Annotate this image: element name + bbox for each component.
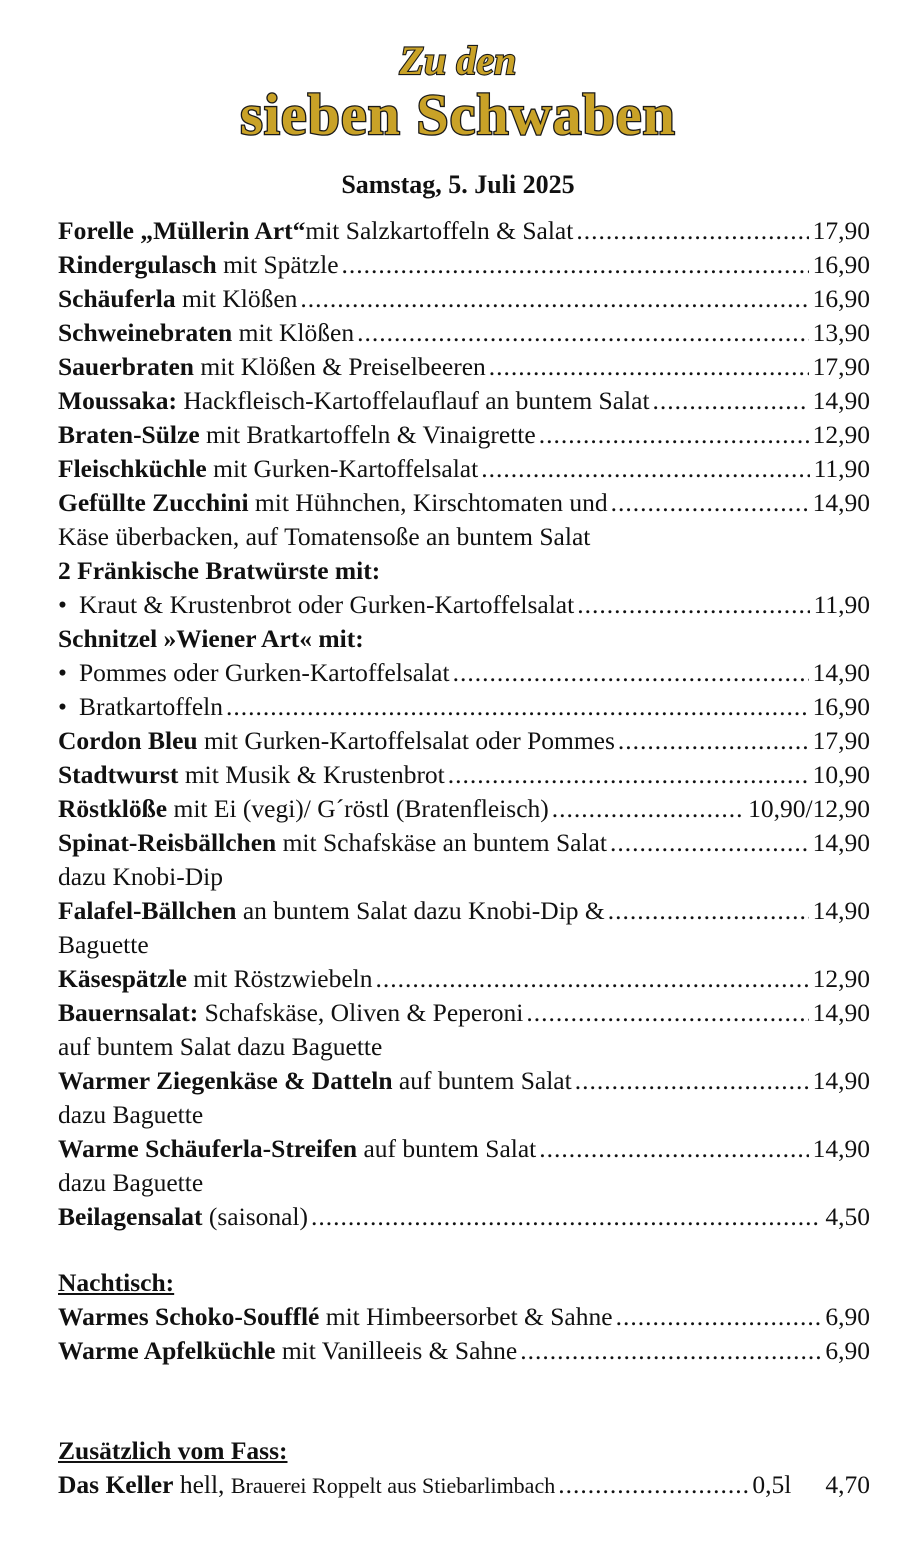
menu-item — [58, 826, 870, 860]
item-name: Falafel-Bällchen — [58, 896, 237, 925]
item-price: 14,90 — [812, 1066, 870, 1095]
item-description-continued: auf buntem Salat dazu Baguette — [58, 1032, 383, 1061]
menu-item — [58, 418, 870, 452]
item-price: 10,90 — [812, 760, 870, 789]
item-name: Das Keller — [58, 1470, 174, 1499]
dot-leader — [576, 214, 808, 248]
item-description: Bratkartoffeln — [79, 692, 223, 721]
item-price: 14,90 — [812, 386, 870, 415]
item-price: 4,70 — [825, 1470, 870, 1499]
spacer — [58, 1234, 870, 1266]
menu-item — [58, 214, 870, 248]
item-name: Käsespätzle — [58, 964, 187, 993]
item-description: auf buntem Salat — [392, 1066, 572, 1095]
item-description-continued: dazu Knobi-Dip — [58, 862, 224, 891]
item-description: (saisonal) — [202, 1202, 309, 1231]
dot-leader — [610, 826, 809, 860]
menu-item — [58, 282, 870, 316]
item-price: 12,90 — [812, 420, 870, 449]
item-description: Pommes oder Gurken-Kartoffelsalat — [79, 658, 450, 687]
item-description-continued: Baguette — [58, 930, 149, 959]
item-description: mit Schafskäse an buntem Salat — [276, 828, 607, 857]
item-name: Fleischküchle — [58, 454, 207, 483]
section-title: Nachtisch: — [58, 1268, 175, 1297]
item-name: Rindergulasch — [58, 250, 217, 279]
group-heading: 2 Fränkische Bratwürste mit: — [58, 556, 381, 585]
dot-leader — [575, 1064, 809, 1098]
dot-leader — [539, 418, 809, 452]
spacer — [58, 1368, 870, 1434]
item-description: mit Ei (vegi)/ G´röstl (Bratenfleisch) — [167, 794, 549, 823]
logo-line-1: Zu den — [399, 38, 517, 83]
menu-item — [58, 248, 870, 282]
dot-leader — [558, 1468, 748, 1502]
item-price: 4,50 — [825, 1202, 870, 1231]
menu-item — [58, 1468, 870, 1502]
item-price: 14,90 — [812, 828, 870, 857]
item-name: Forelle „Müllerin Art“ — [58, 216, 306, 245]
logo-line-2: sieben Schwaben — [240, 82, 676, 146]
item-description-continued: dazu Baguette — [58, 1168, 204, 1197]
item-description: mit Vanilleeis & Sahne — [275, 1336, 518, 1365]
dot-leader — [300, 282, 808, 316]
item-name: Warmer Ziegenkäse & Datteln — [58, 1066, 393, 1095]
section-heading — [58, 1266, 870, 1300]
item-name: Gefüllte Zucchini — [58, 488, 249, 517]
item-description: mit Hühnchen, Kirschtomaten und — [248, 488, 608, 517]
dot-leader — [608, 894, 809, 928]
menu-item — [58, 996, 870, 1030]
item-name: Moussaka: — [58, 386, 178, 415]
item-description-continued: Käse überbacken, auf Tomatensoße an buntem Salat — [58, 522, 591, 551]
item-name: Beilagensalat — [58, 1202, 203, 1231]
item-price: 6,90 — [825, 1336, 870, 1365]
item-name: Cordon Bleu — [58, 726, 198, 755]
item-price: 11,90 — [813, 454, 870, 483]
group-heading: Schnitzel »Wiener Art« mit: — [58, 624, 364, 653]
item-price: 14,90 — [812, 488, 870, 517]
dot-leader — [357, 316, 809, 350]
item-price: 17,90 — [812, 726, 870, 755]
item-name: Spinat-Reisbällchen — [58, 828, 277, 857]
dot-leader — [539, 1132, 808, 1166]
item-price: 14,90 — [812, 1134, 870, 1163]
dot-leader — [226, 690, 809, 724]
menu-item — [58, 384, 870, 418]
item-price: 14,90 — [812, 998, 870, 1027]
item-price: 6,90 — [825, 1302, 870, 1331]
dot-leader — [653, 384, 809, 418]
item-price: 12,90 — [812, 964, 870, 993]
item-description: mit Bratkartoffeln & Vinaigrette — [199, 420, 536, 449]
menu-item — [58, 792, 870, 826]
item-description: Kraut & Krustenbrot oder Gurken-Kartoffelsalat — [79, 590, 575, 619]
dot-leader — [552, 792, 744, 826]
item-price: 14,90 — [812, 896, 870, 925]
item-name: Röstklöße — [58, 794, 168, 823]
restaurant-logo — [0, 36, 916, 146]
menu-list — [58, 214, 870, 1502]
menu-item — [58, 894, 870, 928]
dot-leader — [342, 248, 809, 282]
item-name: Sauerbraten — [58, 352, 194, 381]
bullet-icon: • — [58, 658, 67, 687]
item-name: Braten-Sülze — [58, 420, 200, 449]
menu-item — [58, 1200, 870, 1234]
menu-item — [58, 350, 870, 384]
item-name: Warmes Schoko-Soufflé — [58, 1302, 320, 1331]
item-price: 13,90 — [812, 318, 870, 347]
item-description: hell, — [173, 1470, 231, 1499]
menu-item — [58, 452, 870, 486]
menu-item — [58, 316, 870, 350]
logo-wordmark — [178, 36, 738, 146]
item-description: mit Himbeersorbet & Sahne — [319, 1302, 613, 1331]
dot-leader — [520, 1334, 821, 1368]
dot-leader — [481, 452, 809, 486]
item-description: mit Musik & Krustenbrot — [178, 760, 445, 789]
menu-item — [58, 690, 870, 724]
item-price: 16,90 — [812, 284, 870, 313]
item-price: 14,90 — [812, 658, 870, 687]
menu-item — [58, 656, 870, 690]
item-description-extra: Brauerei Roppelt aus Stiebarlimbach — [230, 1473, 556, 1498]
menu-item — [58, 1132, 870, 1166]
dot-leader — [311, 1200, 821, 1234]
item-price: 17,90 — [812, 352, 870, 381]
item-description-continued: dazu Baguette — [58, 1100, 204, 1129]
menu-item — [58, 1300, 870, 1334]
item-name: Schweinebraten — [58, 318, 233, 347]
item-description: mit Klößen & Preiselbeeren — [194, 352, 486, 381]
item-description: mit Gurken-Kartoffelsalat oder Pommes — [197, 726, 615, 755]
item-description: Hackfleisch-Kartoffelauflauf an buntem Salat — [177, 386, 650, 415]
menu-item — [58, 486, 870, 520]
item-description: mit Spätzle — [216, 250, 339, 279]
item-price: 10,90/12,90 — [748, 794, 870, 823]
item-price: 11,90 — [813, 590, 870, 619]
section-title: Zusätzlich vom Fass: — [58, 1436, 288, 1465]
item-name: Stadtwurst — [58, 760, 179, 789]
dot-leader — [453, 656, 809, 690]
menu-item — [58, 1334, 870, 1368]
item-description: mit Klößen — [175, 284, 298, 313]
dot-leader — [577, 588, 809, 622]
dot-leader — [489, 350, 809, 384]
item-name: Warme Schäuferla-Streifen — [58, 1134, 358, 1163]
dot-leader — [611, 486, 809, 520]
dot-leader — [448, 758, 809, 792]
item-description: mit Gurken-Kartoffelsalat — [206, 454, 479, 483]
item-name: Bauernsalat: — [58, 998, 199, 1027]
dot-leader — [616, 1300, 822, 1334]
item-name: Schäuferla — [58, 284, 176, 313]
item-price: 16,90 — [812, 692, 870, 721]
item-price: 17,90 — [812, 216, 870, 245]
item-price: 16,90 — [812, 250, 870, 279]
dot-leader — [375, 962, 808, 996]
menu-date: Samstag, 5. Juli 2025 — [341, 170, 575, 199]
menu-item — [58, 588, 870, 622]
dot-leader — [526, 996, 808, 1030]
bullet-icon: • — [58, 692, 67, 721]
menu-item — [58, 758, 870, 792]
item-description: mit Klößen — [232, 318, 355, 347]
section-heading — [58, 1434, 870, 1468]
dot-leader — [618, 724, 809, 758]
item-description: Schafskäse, Oliven & Peperoni — [198, 998, 524, 1027]
item-name: Warme Apfelküchle — [58, 1336, 276, 1365]
menu-item — [58, 724, 870, 758]
menu-item — [58, 962, 870, 996]
item-description: an buntem Salat dazu Knobi-Dip & — [236, 896, 605, 925]
item-description: mit Röstzwiebeln — [186, 964, 373, 993]
item-volume: 0,5l — [752, 1470, 792, 1499]
menu-item — [58, 1064, 870, 1098]
item-description: mit Salzkartoffeln & Salat — [305, 216, 574, 245]
bullet-icon: • — [58, 590, 67, 619]
item-description: auf buntem Salat — [357, 1134, 537, 1163]
